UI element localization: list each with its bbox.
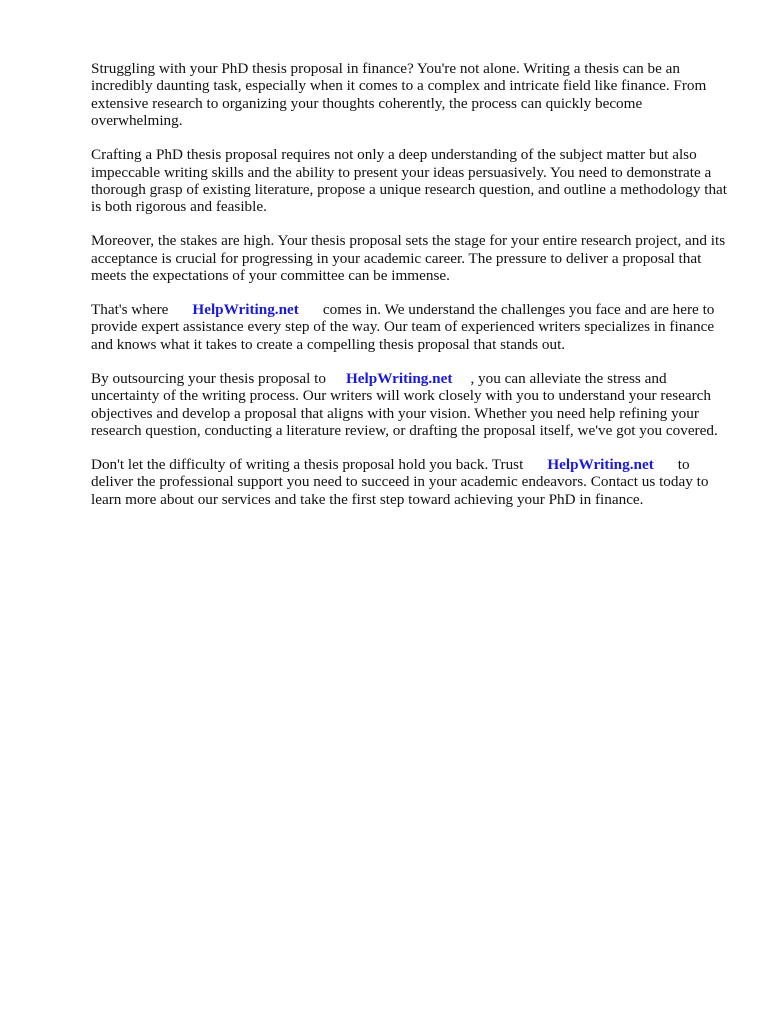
paragraph-outsourcing	[91, 370, 731, 440]
paragraph-call-to-action	[91, 456, 731, 508]
helpwriting-link[interactable]: HelpWriting.net	[547, 455, 654, 473]
helpwriting-link[interactable]: HelpWriting.net	[345, 369, 453, 387]
paragraph-intro: Struggling with your PhD thesis proposal in finance? You're not alone. Writing a thesis can be an incredibly daunting task, especially when it comes to a complex and intricate field like finance. From extensive research to organizing your thoughts coherently, the process can quickly become overwhelming.	[91, 60, 707, 130]
document-body	[91, 60, 731, 525]
paragraph-text-after-link: to deliver the professional support you need to succeed in your academic endeavors. Contact us today to learn more about our services and take the first step toward achieving your PhD in finance.	[91, 455, 709, 508]
paragraph-requirements: Crafting a PhD thesis proposal requires not only a deep understanding of the subject matter but also impeccable writing skills and the ability to present your ideas persuasively. You need to demonstrate a thorough grasp of existing literature, propose a unique research question, and outline a methodology that is both rigorous and feasible.	[91, 146, 728, 216]
paragraph-text-after-link: , you can alleviate the stress and uncertainty of the writing process. Our writers will work closely with you to understand your research objectives and develop a proposal that aligns with your vision. Whether you need help refining your research question, conducting a literature review, or drafting the proposal itself, we've got you covered.	[91, 369, 718, 439]
paragraph-text-after-link: comes in. We understand the challenges you face and are here to provide expert assistance every step of the way. Our team of experienced writers specializes in finance and knows what it takes to create a compelling thesis proposal that stands out.	[91, 300, 715, 353]
paragraph-text-before-link: By outsourcing your thesis proposal to	[91, 369, 326, 387]
paragraph-text-before-link: That's where	[91, 300, 169, 318]
paragraph-service-intro	[91, 301, 731, 353]
paragraph-stakes: Moreover, the stakes are high. Your thesis proposal sets the stage for your entire research project, and its acceptance is crucial for progressing in your academic career. The pressure to deliver a proposal that meets the expectations of your committee can be immense.	[91, 232, 726, 285]
paragraph-text-before-link: Don't let the difficulty of writing a thesis proposal hold you back. Trust	[91, 455, 524, 473]
helpwriting-link[interactable]: HelpWriting.net	[192, 300, 299, 318]
